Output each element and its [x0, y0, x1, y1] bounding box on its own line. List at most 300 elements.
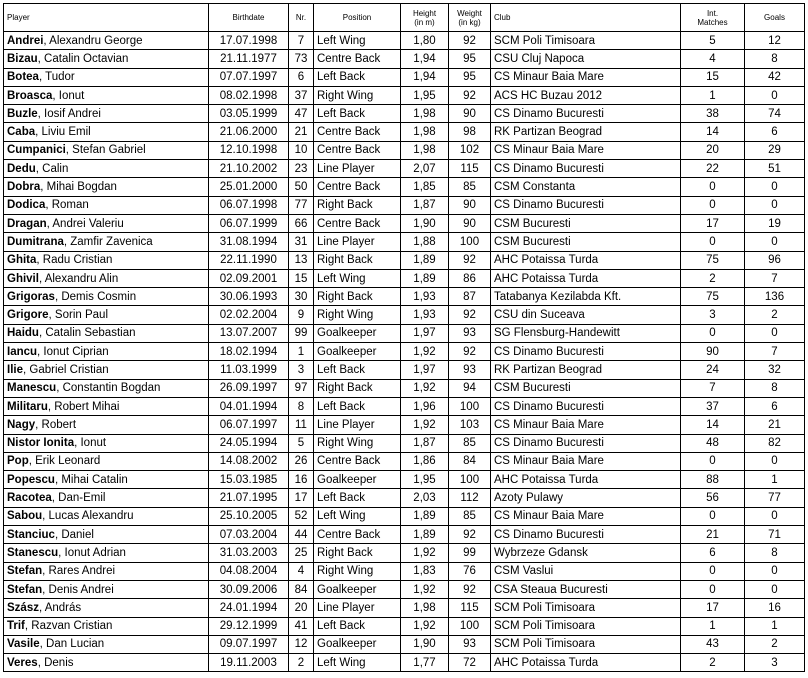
- cell-number: 97: [289, 379, 314, 397]
- cell-int-matches: 4: [681, 50, 745, 68]
- cell-int-matches: 14: [681, 123, 745, 141]
- player-given-name: , Tudor: [38, 71, 75, 84]
- cell-number: 2: [289, 654, 314, 672]
- cell-position: Left Back: [314, 489, 401, 507]
- cell-weight: 103: [449, 416, 491, 434]
- player-surname: Pop: [7, 455, 29, 468]
- player-surname: Iancu: [7, 345, 38, 358]
- player-surname: Stanciuc: [7, 528, 55, 541]
- cell-number: 37: [289, 86, 314, 104]
- cell-birthdate: 25.01.2000: [209, 178, 289, 196]
- cell-player: [4, 123, 209, 141]
- cell-player: [4, 599, 209, 617]
- cell-club: CSU din Suceava: [491, 306, 681, 324]
- cell-height: 1,94: [401, 50, 449, 68]
- cell-player: [4, 434, 209, 452]
- cell-player: [4, 233, 209, 251]
- player-surname: Vasile: [7, 638, 40, 651]
- cell-goals: 32: [745, 361, 805, 379]
- cell-position: Line Player: [314, 599, 401, 617]
- cell-height: 1,92: [401, 379, 449, 397]
- player-surname: Botea: [7, 71, 39, 84]
- cell-weight: 92: [449, 86, 491, 104]
- cell-weight: 72: [449, 654, 491, 672]
- cell-height: 1,85: [401, 178, 449, 196]
- cell-height: 1,93: [401, 288, 449, 306]
- cell-height: 1,90: [401, 635, 449, 653]
- player-given-name: , Ionut Ciprian: [37, 345, 109, 358]
- cell-weight: 92: [449, 526, 491, 544]
- table-row: [4, 178, 805, 196]
- cell-player: [4, 141, 209, 159]
- cell-number: 66: [289, 214, 314, 232]
- table-row: [4, 507, 805, 525]
- cell-number: 47: [289, 105, 314, 123]
- cell-club: CSM Constanta: [491, 178, 681, 196]
- cell-club: SCM Poli Timisoara: [491, 32, 681, 50]
- cell-weight: 93: [449, 635, 491, 653]
- cell-height: 1,94: [401, 68, 449, 86]
- cell-goals: 96: [745, 251, 805, 269]
- cell-position: Centre Back: [314, 50, 401, 68]
- cell-birthdate: 30.06.1993: [209, 288, 289, 306]
- cell-club: CSM Vaslui: [491, 562, 681, 580]
- table-row: [4, 123, 805, 141]
- cell-position: Right Wing: [314, 562, 401, 580]
- cell-goals: 3: [745, 654, 805, 672]
- cell-height: 1,98: [401, 123, 449, 141]
- player-surname: Manescu: [7, 382, 57, 395]
- cell-int-matches: 20: [681, 141, 745, 159]
- player-given-name: , Radu Cristian: [36, 254, 113, 267]
- table-row: [4, 361, 805, 379]
- table-row: [4, 86, 805, 104]
- cell-birthdate: 17.07.1998: [209, 32, 289, 50]
- cell-birthdate: 03.05.1999: [209, 105, 289, 123]
- player-given-name: , Ionut Adrian: [58, 546, 126, 559]
- cell-weight: 92: [449, 251, 491, 269]
- cell-number: 10: [289, 141, 314, 159]
- cell-player: [4, 288, 209, 306]
- cell-number: 52: [289, 507, 314, 525]
- cell-birthdate: 09.07.1997: [209, 635, 289, 653]
- cell-player: [4, 489, 209, 507]
- player-given-name: , Denis Andrei: [42, 583, 114, 596]
- cell-number: 21: [289, 123, 314, 141]
- cell-int-matches: 3: [681, 306, 745, 324]
- cell-player: [4, 361, 209, 379]
- cell-goals: 0: [745, 233, 805, 251]
- cell-birthdate: 25.10.2005: [209, 507, 289, 525]
- cell-int-matches: 14: [681, 416, 745, 434]
- cell-number: 9: [289, 306, 314, 324]
- cell-height: 1,87: [401, 434, 449, 452]
- cell-height: 1,89: [401, 269, 449, 287]
- cell-int-matches: 17: [681, 599, 745, 617]
- cell-goals: 21: [745, 416, 805, 434]
- cell-position: Centre Back: [314, 178, 401, 196]
- table-row: [4, 654, 805, 672]
- cell-player: [4, 562, 209, 580]
- player-roster-table: [3, 3, 805, 672]
- cell-number: 30: [289, 288, 314, 306]
- player-surname: Bizau: [7, 52, 38, 65]
- cell-height: 1,95: [401, 86, 449, 104]
- cell-club: Tatabanya Kezilabda Kft.: [491, 288, 681, 306]
- cell-weight: 100: [449, 397, 491, 415]
- player-given-name: , Denis: [37, 656, 74, 669]
- player-given-name: , Alexandru George: [43, 34, 143, 47]
- cell-number: 4: [289, 562, 314, 580]
- table-row: [4, 306, 805, 324]
- cell-goals: 0: [745, 86, 805, 104]
- cell-position: Right Wing: [314, 434, 401, 452]
- cell-player: [4, 379, 209, 397]
- player-surname: Popescu: [7, 473, 55, 486]
- cell-birthdate: 11.03.1999: [209, 361, 289, 379]
- player-given-name: , Mihai Bogdan: [40, 181, 117, 194]
- cell-birthdate: 15.03.1985: [209, 471, 289, 489]
- cell-goals: 29: [745, 141, 805, 159]
- table-row: [4, 562, 805, 580]
- player-given-name: , Catalin Octavian: [37, 52, 129, 65]
- cell-club: AHC Potaissa Turda: [491, 471, 681, 489]
- player-surname: Stefan: [7, 583, 43, 596]
- cell-birthdate: 30.09.2006: [209, 580, 289, 598]
- table-row: [4, 324, 805, 342]
- cell-weight: 90: [449, 214, 491, 232]
- cell-birthdate: 04.01.1994: [209, 397, 289, 415]
- table-row: [4, 105, 805, 123]
- cell-height: 2,07: [401, 160, 449, 178]
- cell-weight: 85: [449, 178, 491, 196]
- cell-number: 8: [289, 397, 314, 415]
- player-given-name: , Iosif Andrei: [37, 107, 101, 120]
- cell-weight: 115: [449, 160, 491, 178]
- cell-int-matches: 24: [681, 361, 745, 379]
- cell-player: [4, 32, 209, 50]
- cell-goals: 42: [745, 68, 805, 86]
- cell-club: CS Dinamo Bucuresti: [491, 343, 681, 361]
- cell-player: [4, 105, 209, 123]
- header-height: Height (in m): [401, 4, 449, 32]
- cell-number: 15: [289, 269, 314, 287]
- cell-player: [4, 214, 209, 232]
- table-row: [4, 526, 805, 544]
- table-row: [4, 452, 805, 470]
- cell-birthdate: 12.10.1998: [209, 141, 289, 159]
- cell-int-matches: 17: [681, 214, 745, 232]
- cell-int-matches: 2: [681, 269, 745, 287]
- cell-position: Goalkeeper: [314, 635, 401, 653]
- player-given-name: , Gabriel Cristian: [22, 363, 109, 376]
- player-given-name: , Ionut: [74, 437, 107, 450]
- player-surname: Dodica: [7, 199, 46, 212]
- player-given-name: , Stefan Gabriel: [65, 144, 146, 157]
- player-given-name: , Alexandru Alin: [38, 272, 119, 285]
- cell-int-matches: 21: [681, 526, 745, 544]
- cell-position: Left Back: [314, 397, 401, 415]
- cell-height: 1,97: [401, 361, 449, 379]
- player-surname: Ilie: [7, 363, 23, 376]
- player-surname: Sabou: [7, 510, 43, 523]
- player-given-name: , Dan-Emil: [51, 492, 106, 505]
- cell-position: Line Player: [314, 233, 401, 251]
- player-given-name: , Robert: [35, 418, 77, 431]
- cell-height: 1,83: [401, 562, 449, 580]
- cell-weight: 92: [449, 580, 491, 598]
- cell-club: AHC Potaissa Turda: [491, 269, 681, 287]
- player-given-name: , Lucas Alexandru: [42, 510, 134, 523]
- cell-birthdate: 24.01.1994: [209, 599, 289, 617]
- cell-int-matches: 0: [681, 507, 745, 525]
- cell-weight: 94: [449, 379, 491, 397]
- cell-height: 1,98: [401, 599, 449, 617]
- cell-number: 25: [289, 544, 314, 562]
- player-surname: Buzle: [7, 107, 38, 120]
- cell-player: [4, 544, 209, 562]
- cell-birthdate: 06.07.1998: [209, 196, 289, 214]
- cell-int-matches: 48: [681, 434, 745, 452]
- player-given-name: , Constantin Bogdan: [56, 382, 161, 395]
- cell-position: Centre Back: [314, 214, 401, 232]
- cell-goals: 2: [745, 635, 805, 653]
- cell-position: Centre Back: [314, 526, 401, 544]
- player-surname: Stefan: [7, 565, 43, 578]
- cell-goals: 6: [745, 397, 805, 415]
- cell-club: AHC Potaissa Turda: [491, 654, 681, 672]
- player-given-name: , Catalin Sebastian: [38, 327, 136, 340]
- cell-goals: 0: [745, 196, 805, 214]
- table-row: [4, 233, 805, 251]
- table-row: [4, 379, 805, 397]
- cell-number: 20: [289, 599, 314, 617]
- table-row: [4, 544, 805, 562]
- cell-int-matches: 38: [681, 105, 745, 123]
- player-surname: Stanescu: [7, 546, 59, 559]
- cell-int-matches: 75: [681, 251, 745, 269]
- table-row: [4, 471, 805, 489]
- roster-body: [4, 32, 805, 672]
- table-row: [4, 489, 805, 507]
- cell-weight: 85: [449, 434, 491, 452]
- cell-number: 44: [289, 526, 314, 544]
- cell-club: CS Minaur Baia Mare: [491, 452, 681, 470]
- cell-weight: 92: [449, 32, 491, 50]
- cell-int-matches: 0: [681, 233, 745, 251]
- player-given-name: , Razvan Cristian: [24, 620, 113, 633]
- cell-club: SCM Poli Timisoara: [491, 635, 681, 653]
- cell-player: [4, 306, 209, 324]
- cell-height: 1,92: [401, 416, 449, 434]
- table-row: [4, 160, 805, 178]
- cell-weight: 100: [449, 471, 491, 489]
- cell-player: [4, 324, 209, 342]
- cell-goals: 7: [745, 343, 805, 361]
- cell-goals: 8: [745, 50, 805, 68]
- cell-int-matches: 0: [681, 324, 745, 342]
- cell-height: 1,88: [401, 233, 449, 251]
- cell-number: 13: [289, 251, 314, 269]
- player-surname: Caba: [7, 126, 36, 139]
- cell-height: 1,89: [401, 251, 449, 269]
- cell-goals: 19: [745, 214, 805, 232]
- cell-position: Right Back: [314, 544, 401, 562]
- cell-goals: 0: [745, 562, 805, 580]
- player-surname: Dobra: [7, 181, 41, 194]
- cell-height: 1,86: [401, 452, 449, 470]
- cell-height: 1,97: [401, 324, 449, 342]
- cell-club: CSU Cluj Napoca: [491, 50, 681, 68]
- cell-weight: 90: [449, 105, 491, 123]
- cell-height: 1,89: [401, 526, 449, 544]
- player-surname: Ghita: [7, 254, 37, 267]
- player-surname: Racotea: [7, 492, 52, 505]
- cell-birthdate: 04.08.2004: [209, 562, 289, 580]
- cell-goals: 82: [745, 434, 805, 452]
- player-surname: Grigoras: [7, 290, 55, 303]
- cell-player: [4, 68, 209, 86]
- cell-club: AHC Potaissa Turda: [491, 251, 681, 269]
- cell-height: 1,93: [401, 306, 449, 324]
- cell-player: [4, 471, 209, 489]
- cell-club: SG Flensburg-Handewitt: [491, 324, 681, 342]
- player-given-name: , Sorin Paul: [48, 309, 108, 322]
- player-given-name: , Demis Cosmin: [54, 290, 137, 303]
- cell-position: Right Back: [314, 288, 401, 306]
- cell-number: 73: [289, 50, 314, 68]
- cell-birthdate: 29.12.1999: [209, 617, 289, 635]
- table-row: [4, 196, 805, 214]
- cell-position: Left Back: [314, 361, 401, 379]
- cell-club: Azoty Pulawy: [491, 489, 681, 507]
- table-row: [4, 251, 805, 269]
- cell-height: 1,98: [401, 105, 449, 123]
- cell-weight: 102: [449, 141, 491, 159]
- cell-int-matches: 43: [681, 635, 745, 653]
- cell-weight: 95: [449, 68, 491, 86]
- cell-birthdate: 13.07.2007: [209, 324, 289, 342]
- cell-int-matches: 15: [681, 68, 745, 86]
- cell-height: 1,98: [401, 141, 449, 159]
- cell-goals: 0: [745, 507, 805, 525]
- cell-club: CSM Bucuresti: [491, 233, 681, 251]
- cell-birthdate: 02.02.2004: [209, 306, 289, 324]
- table-row: [4, 269, 805, 287]
- cell-int-matches: 90: [681, 343, 745, 361]
- cell-int-matches: 1: [681, 86, 745, 104]
- cell-goals: 12: [745, 32, 805, 50]
- header-weight: Weight (in kg): [449, 4, 491, 32]
- table-row: [4, 32, 805, 50]
- cell-goals: 0: [745, 452, 805, 470]
- cell-position: Line Player: [314, 416, 401, 434]
- cell-goals: 7: [745, 269, 805, 287]
- cell-player: [4, 617, 209, 635]
- cell-player: [4, 635, 209, 653]
- cell-position: Right Wing: [314, 86, 401, 104]
- cell-int-matches: 0: [681, 580, 745, 598]
- cell-birthdate: 24.05.1994: [209, 434, 289, 452]
- cell-club: CS Dinamo Bucuresti: [491, 397, 681, 415]
- cell-weight: 93: [449, 324, 491, 342]
- player-surname: Veres: [7, 656, 38, 669]
- cell-club: CS Minaur Baia Mare: [491, 507, 681, 525]
- player-surname: Andrei: [7, 34, 44, 47]
- cell-weight: 92: [449, 306, 491, 324]
- cell-height: 1,87: [401, 196, 449, 214]
- player-surname: Militaru: [7, 400, 48, 413]
- cell-height: 1,77: [401, 654, 449, 672]
- cell-club: CS Dinamo Bucuresti: [491, 105, 681, 123]
- cell-number: 11: [289, 416, 314, 434]
- cell-club: CS Dinamo Bucuresti: [491, 196, 681, 214]
- cell-weight: 85: [449, 507, 491, 525]
- player-given-name: , Mihai Catalin: [54, 473, 128, 486]
- cell-player: [4, 86, 209, 104]
- cell-player: [4, 50, 209, 68]
- cell-position: Goalkeeper: [314, 343, 401, 361]
- cell-goals: 77: [745, 489, 805, 507]
- cell-height: 1,80: [401, 32, 449, 50]
- cell-number: 84: [289, 580, 314, 598]
- cell-club: ACS HC Buzau 2012: [491, 86, 681, 104]
- cell-birthdate: 31.03.2003: [209, 544, 289, 562]
- cell-height: 1,92: [401, 617, 449, 635]
- cell-birthdate: 31.08.1994: [209, 233, 289, 251]
- player-surname: Nagy: [7, 418, 36, 431]
- cell-position: Line Player: [314, 160, 401, 178]
- cell-birthdate: 18.02.1994: [209, 343, 289, 361]
- cell-int-matches: 0: [681, 178, 745, 196]
- cell-player: [4, 178, 209, 196]
- cell-birthdate: 21.10.2002: [209, 160, 289, 178]
- player-given-name: , Andrei Valeriu: [46, 217, 124, 230]
- cell-club: RK Partizan Beograd: [491, 123, 681, 141]
- cell-goals: 6: [745, 123, 805, 141]
- cell-number: 26: [289, 452, 314, 470]
- cell-int-matches: 88: [681, 471, 745, 489]
- cell-club: CS Minaur Baia Mare: [491, 141, 681, 159]
- cell-player: [4, 251, 209, 269]
- cell-weight: 92: [449, 343, 491, 361]
- cell-number: 31: [289, 233, 314, 251]
- player-surname: Szász: [7, 601, 39, 614]
- cell-position: Right Back: [314, 251, 401, 269]
- cell-birthdate: 21.07.1995: [209, 489, 289, 507]
- table-row: [4, 343, 805, 361]
- cell-height: 2,03: [401, 489, 449, 507]
- cell-position: Centre Back: [314, 141, 401, 159]
- cell-goals: 2: [745, 306, 805, 324]
- table-row: [4, 397, 805, 415]
- player-surname: Grigore: [7, 309, 49, 322]
- cell-number: 7: [289, 32, 314, 50]
- cell-birthdate: 14.08.2002: [209, 452, 289, 470]
- cell-club: CSM Bucuresti: [491, 379, 681, 397]
- table-row: [4, 580, 805, 598]
- player-surname: Ghivil: [7, 272, 39, 285]
- table-row: [4, 416, 805, 434]
- cell-weight: 100: [449, 233, 491, 251]
- cell-number: 3: [289, 361, 314, 379]
- cell-weight: 87: [449, 288, 491, 306]
- cell-position: Right Back: [314, 196, 401, 214]
- cell-player: [4, 416, 209, 434]
- cell-goals: 8: [745, 379, 805, 397]
- player-given-name: , Rares Andrei: [42, 565, 116, 578]
- cell-goals: 16: [745, 599, 805, 617]
